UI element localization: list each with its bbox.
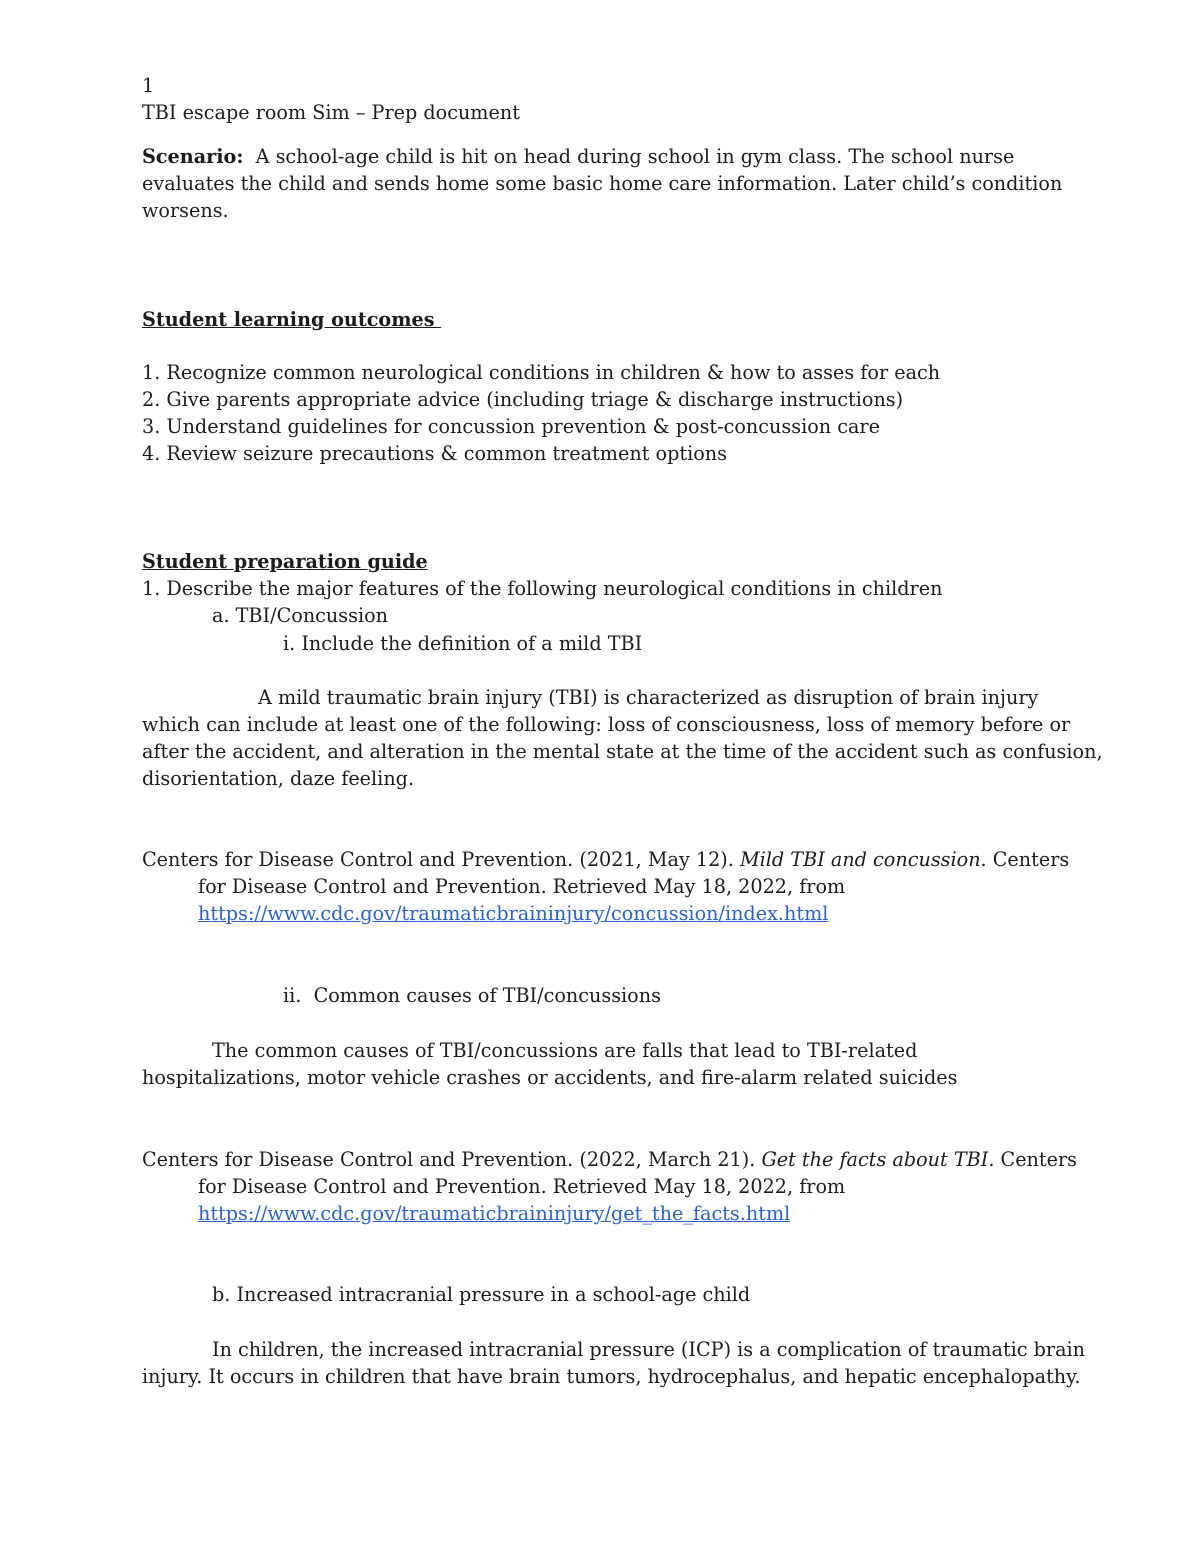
guide-item-b: b. Increased intracranial pressure in a school-age child — [212, 1283, 751, 1306]
page-number: 1 — [142, 74, 155, 97]
icp-line-2: injury. It occurs in children that have brain tumors, hydrocephalus, and hepatic encephalopathy. — [142, 1365, 1081, 1388]
guide-heading: Student preparation guide — [142, 550, 428, 573]
reference-2-publisher: Centers — [994, 1148, 1077, 1171]
scenario-label: Scenario: — [142, 145, 244, 168]
outcome-item-2: 2. Give parents appropriate advice (including triage & discharge instructions) — [142, 388, 904, 411]
reference-1-title: Mild TBI and concussion. — [740, 848, 987, 871]
reference-2-line-2: for Disease Control and Prevention. Retrieved May 18, 2022, from — [198, 1175, 846, 1198]
causes-line-1: The common causes of TBI/concussions are falls that lead to TBI-related — [212, 1039, 918, 1062]
outcomes-heading: Student learning outcomes — [142, 308, 442, 331]
icp-line-1: In children, the increased intracranial pressure (ICP) is a complication of traumatic brain — [212, 1338, 1086, 1361]
reference-1-publisher: Centers — [986, 848, 1070, 871]
guide-item-a: a. TBI/Concussion — [212, 604, 389, 627]
document-title: TBI escape room Sim – Prep document — [142, 101, 520, 124]
guide-item-a-i: i. Include the definition of a mild TBI — [283, 632, 643, 655]
guide-question-1: 1. Describe the major features of the following neurological conditions in children — [142, 577, 943, 600]
reference-2-title: Get the facts about TBI. — [761, 1148, 995, 1171]
causes-line-2: hospitalizations, motor vehicle crashes or accidents, and fire-alarm related suicides — [142, 1066, 958, 1089]
mild-tbi-line-3: after the accident, and alteration in the mental state at the time of the accident such as confusion, — [142, 740, 1103, 763]
scenario-line-2: evaluates the child and sends home some basic home care information. Later child’s condition — [142, 172, 1063, 195]
reference-1-authors: Centers for Disease Control and Prevention. (2021, May 12). — [142, 848, 740, 871]
reference-1-line-1 — [142, 846, 1069, 873]
reference-2-line-1 — [142, 1146, 1077, 1173]
scenario-line-1 — [142, 143, 1014, 170]
reference-2-link[interactable]: https://www.cdc.gov/traumaticbraininjury/get_the_facts.html — [198, 1202, 791, 1225]
mild-tbi-line-2: which can include at least one of the following: loss of consciousness, loss of memory before or — [142, 713, 1071, 736]
outcome-item-4: 4. Review seizure precautions & common treatment options — [142, 442, 727, 465]
outcome-item-1: 1. Recognize common neurological conditions in children & how to asses for each — [142, 361, 941, 384]
scenario-line-3: worsens. — [142, 199, 229, 222]
reference-1-line-2: for Disease Control and Prevention. Retrieved May 18, 2022, from — [198, 875, 846, 898]
mild-tbi-line-1: A mild traumatic brain injury (TBI) is characterized as disruption of brain injury — [258, 686, 1039, 709]
reference-2-authors: Centers for Disease Control and Prevention. (2022, March 21). — [142, 1148, 762, 1171]
scenario-text-1: A school-age child is hit on head during school in gym class. The school nurse — [255, 145, 1015, 168]
outcome-item-3: 3. Understand guidelines for concussion prevention & post-concussion care — [142, 415, 880, 438]
reference-1-link[interactable]: https://www.cdc.gov/traumaticbraininjury/concussion/index.html — [198, 902, 829, 925]
guide-item-a-ii: ii. Common causes of TBI/concussions — [283, 984, 661, 1007]
mild-tbi-line-4: disorientation, daze feeling. — [142, 767, 415, 790]
